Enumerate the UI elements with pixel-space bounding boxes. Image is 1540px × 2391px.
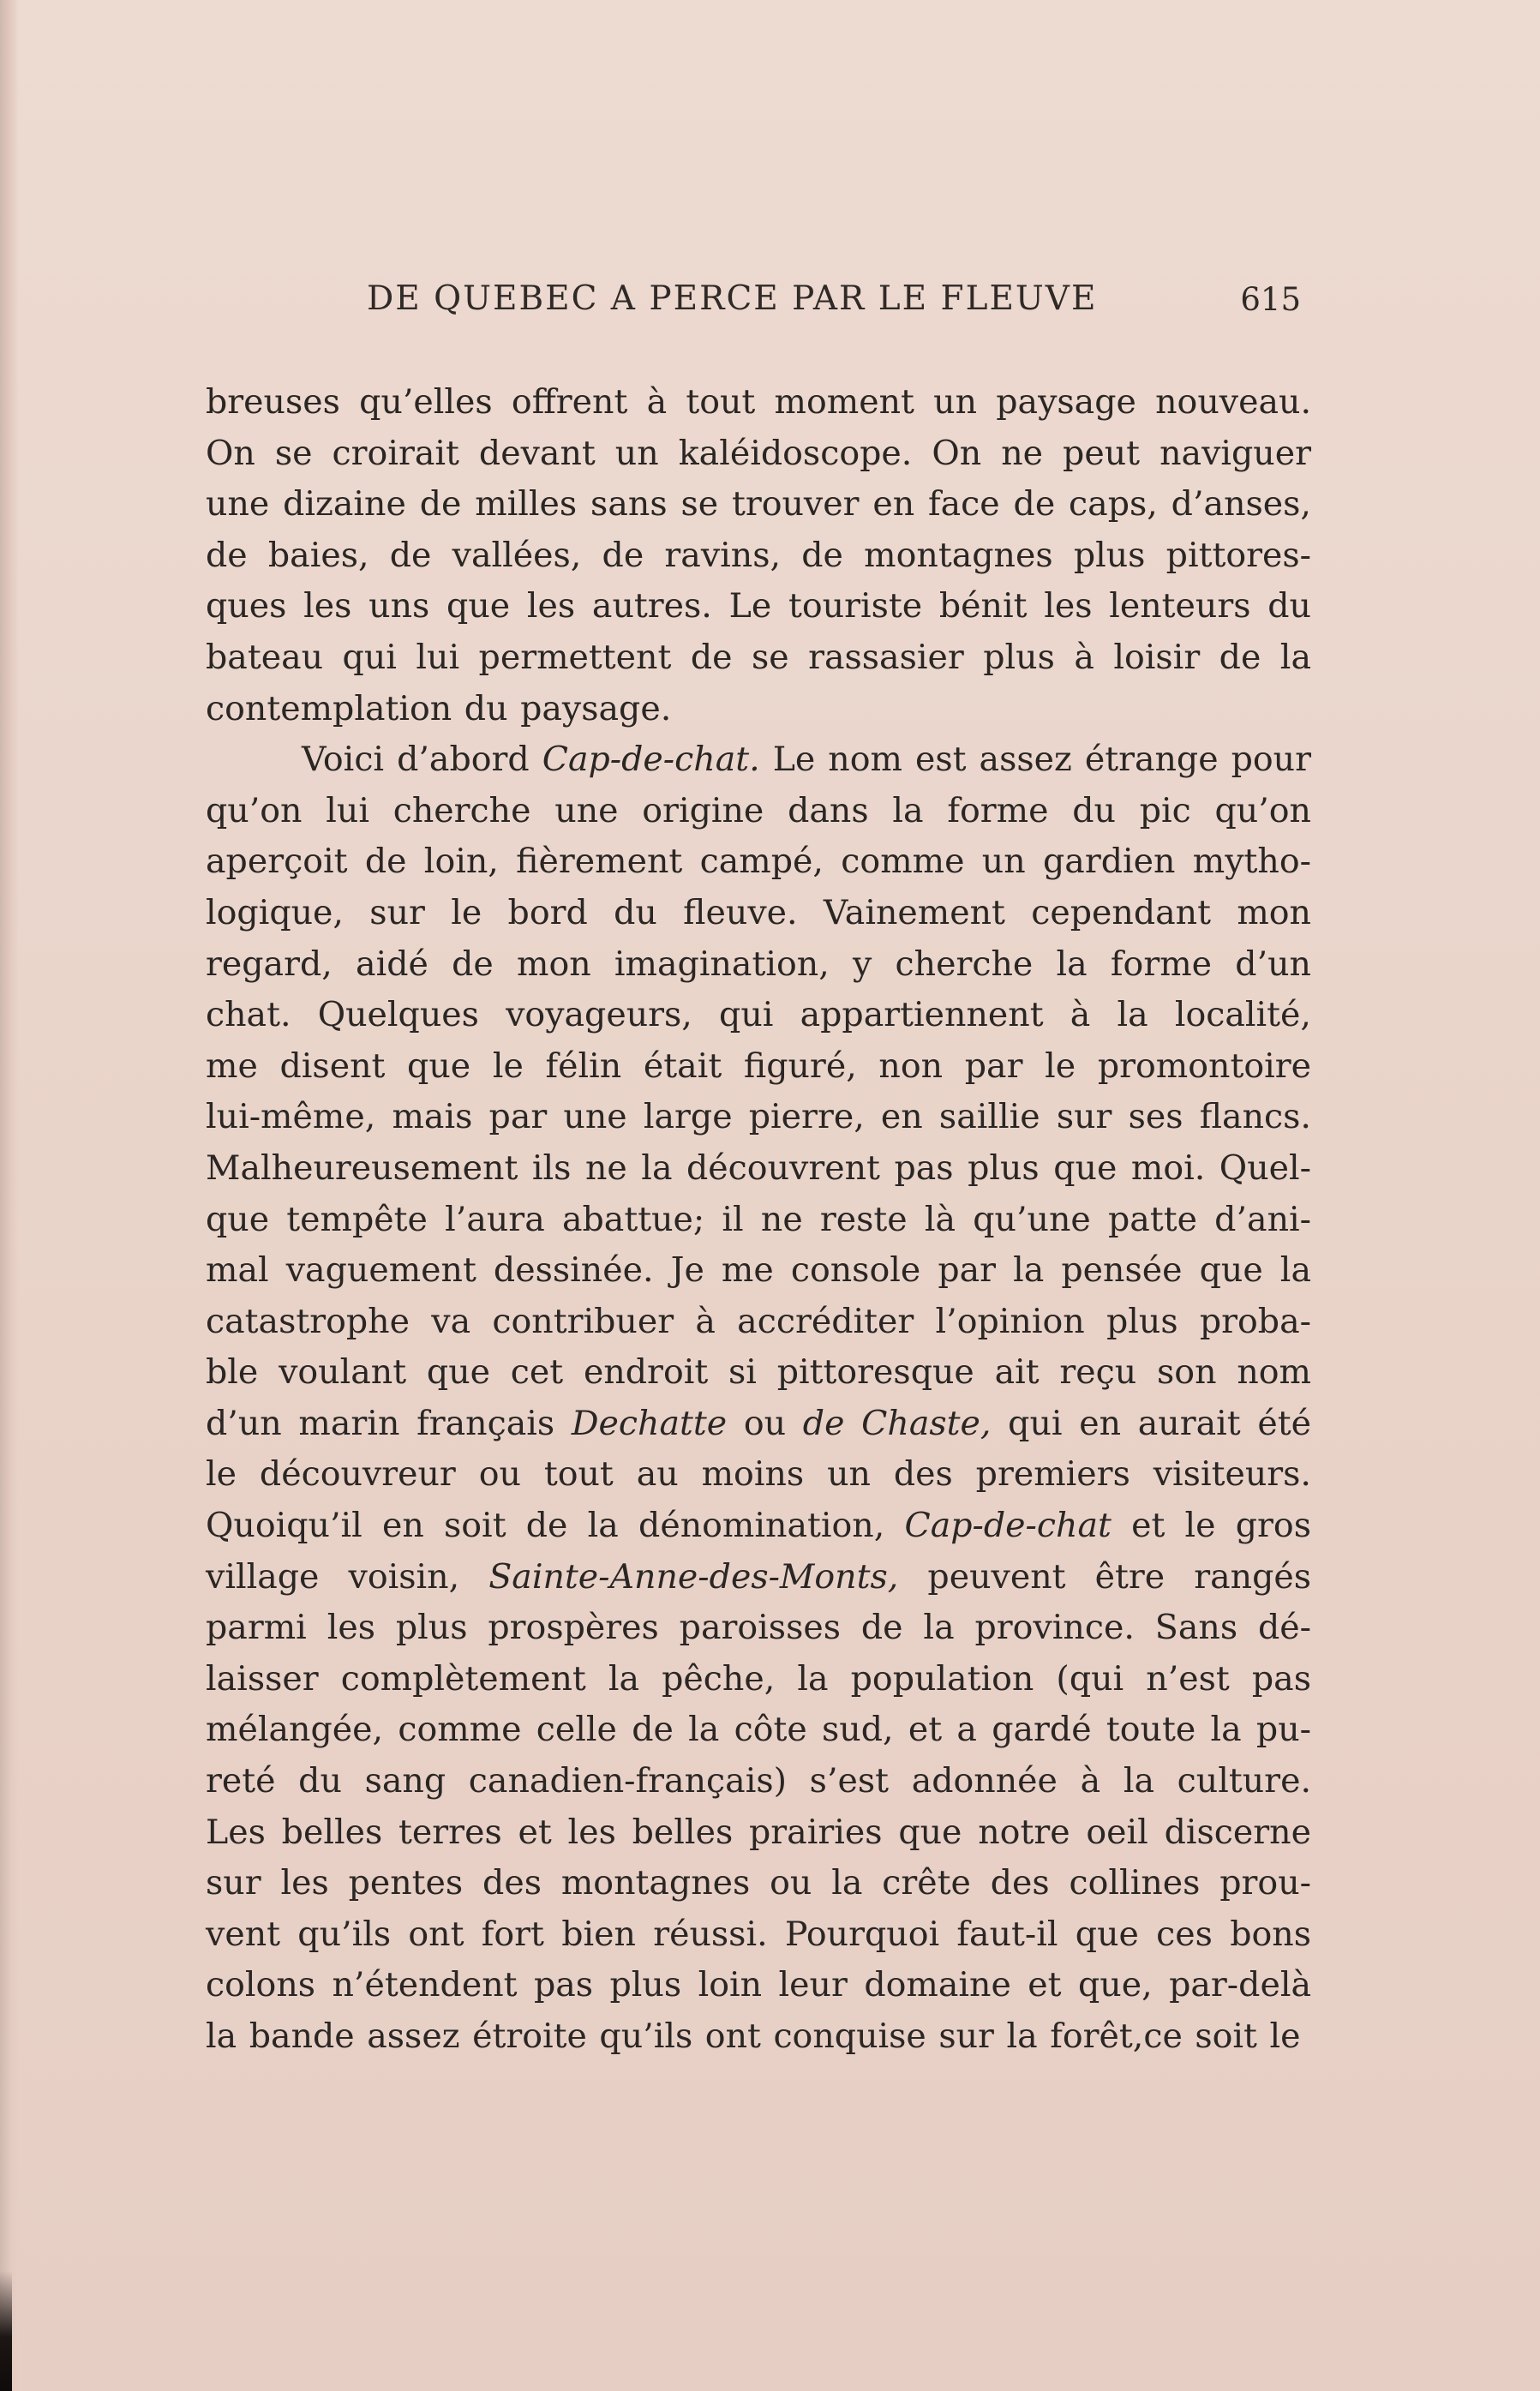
- text-span: que tempête l’aura abattue; il ne reste là qu’une patte d’ani-: [206, 1199, 1311, 1239]
- text-span: regard, aidé de mon imagination, y cherche la forme d’un: [206, 944, 1311, 984]
- text-line: [206, 1195, 1311, 1246]
- text-line: [206, 990, 1311, 1041]
- text-span: lui-même, mais par une large pierre, en saillie sur ses flancs.: [206, 1097, 1311, 1137]
- text-line: [206, 1449, 1311, 1501]
- italic-text: de Chaste,: [802, 1403, 992, 1443]
- text-span: la bande assez étroite qu’ils ont conquise sur la forêt,ce soit le: [206, 2016, 1301, 2056]
- text-line: [206, 1041, 1311, 1093]
- text-span: le découvreur ou tout au moins un des premiers visiteurs.: [206, 1454, 1311, 1495]
- text-line: [206, 1501, 1311, 1552]
- italic-text: Cap-de-chat.: [542, 740, 760, 780]
- running-head: DE QUEBEC A PERCE PAR LE FLEUVE: [367, 279, 1098, 318]
- text-span: ble voulant que cet endroit si pittoresque ait reçu son nom: [206, 1352, 1311, 1393]
- text-span: bateau qui lui permettent de se rassasier plus à loisir de la: [206, 637, 1311, 677]
- text-span: laisser complètement la pêche, la population (qui n’est pas: [206, 1658, 1311, 1699]
- text-line: [206, 1756, 1311, 1807]
- italic-text: Dechatte: [571, 1403, 728, 1443]
- text-span: Malheureusement ils ne la découvrent pas plus que moi. Quel-: [206, 1148, 1311, 1188]
- text-line: [206, 939, 1311, 991]
- text-span: breuses qu’elles offrent à tout moment un paysage nouveau.: [206, 382, 1311, 422]
- text-line: [206, 1705, 1311, 1756]
- text-span: mélangée, comme celle de la côte sud, et a gardé toute la pu-: [206, 1710, 1311, 1750]
- text-line: [206, 1909, 1311, 1961]
- text-line: [206, 1347, 1311, 1399]
- text-span: de baies, de vallées, de ravins, de montagnes plus pittores-: [206, 535, 1311, 575]
- text-span: chat. Quelques voyageurs, qui appartiennent à la localité,: [206, 995, 1311, 1035]
- text-span: Voici d’abord: [302, 740, 542, 780]
- text-line: [206, 1960, 1311, 2011]
- text-span: village voisin,: [206, 1556, 489, 1597]
- text-line: [206, 786, 1311, 837]
- text-line: [206, 1654, 1311, 1705]
- page-corner-shadow: [0, 2271, 12, 2391]
- page-number: 615: [1240, 281, 1301, 318]
- text-span: d’un marin français: [206, 1403, 572, 1443]
- text-span: une dizaine de milles sans se trouver en face de caps, d’anses,: [206, 484, 1311, 524]
- text-span: me disent que le félin était figuré, non par le promontoire: [206, 1046, 1311, 1086]
- text-line: [206, 428, 1311, 480]
- text-span: aperçoit de loin, fièrement campé, comme un gardien mytho-: [206, 842, 1311, 882]
- text-span: ou: [727, 1403, 803, 1443]
- text-span: reté du sang canadien-français) s’est adonnée à la culture.: [206, 1761, 1311, 1801]
- text-span: sur les pentes des montagnes ou la crête des collines prou-: [206, 1863, 1311, 1903]
- text-line: [206, 1092, 1311, 1143]
- text-span: contemplation du paysage.: [206, 688, 672, 728]
- text-line: [206, 734, 1311, 786]
- text-span: colons n’étendent pas plus loin leur domaine et que, par-delà: [206, 1965, 1311, 2005]
- text-line: [206, 530, 1311, 582]
- text-line: [206, 1399, 1311, 1450]
- text-span: qu’on lui cherche une origine dans la forme du pic qu’on: [206, 790, 1311, 830]
- text-line: [206, 684, 1311, 735]
- text-line: [206, 1552, 1311, 1603]
- text-span: parmi les plus prospères paroisses de la province. Sans dé-: [206, 1608, 1311, 1648]
- text-line: [206, 2011, 1311, 2063]
- text-line: [206, 377, 1311, 428]
- text-line: [206, 632, 1311, 684]
- binding-gutter-shadow: [0, 0, 19, 2391]
- text-span: ques les uns que les autres. Le touriste bénit les lenteurs du: [206, 586, 1311, 626]
- text-span: vent qu’ils ont fort bien réussi. Pourquoi faut-il que ces bons: [206, 1914, 1311, 1954]
- text-span: logique, sur le bord du fleuve. Vainement cependant mon: [206, 892, 1311, 932]
- italic-text: Cap-de-chat: [904, 1506, 1112, 1546]
- text-span: et le gros: [1111, 1506, 1311, 1546]
- italic-text: Sainte-Anne-des-Monts,: [488, 1556, 899, 1597]
- text-span: Les belles terres et les belles prairies que notre oeil discerne: [206, 1812, 1311, 1852]
- text-line: [206, 479, 1311, 530]
- text-span: Le nom est assez étrange pour: [759, 740, 1311, 780]
- text-line: [206, 1245, 1311, 1297]
- text-line: [206, 1143, 1311, 1195]
- text-span: qui en aurait été: [991, 1403, 1311, 1443]
- text-span: catastrophe va contribuer à accréditer l’opinion plus proba-: [206, 1301, 1311, 1341]
- page-body-text: [206, 377, 1311, 2063]
- text-span: On se croirait devant un kaléidoscope. On ne peut naviguer: [206, 433, 1311, 473]
- text-line: [206, 1858, 1311, 1909]
- text-line: [206, 1603, 1311, 1654]
- page-header: [367, 279, 1301, 331]
- text-line: [206, 1297, 1311, 1348]
- text-line: [206, 1807, 1311, 1859]
- text-span: peuvent être rangés: [898, 1556, 1311, 1597]
- text-span: mal vaguement dessinée. Je me console par la pensée que la: [206, 1250, 1311, 1291]
- text-line: [206, 581, 1311, 632]
- text-line: [206, 836, 1311, 888]
- text-span: Quoiqu’il en soit de la dénomination,: [206, 1506, 905, 1546]
- text-line: [206, 888, 1311, 939]
